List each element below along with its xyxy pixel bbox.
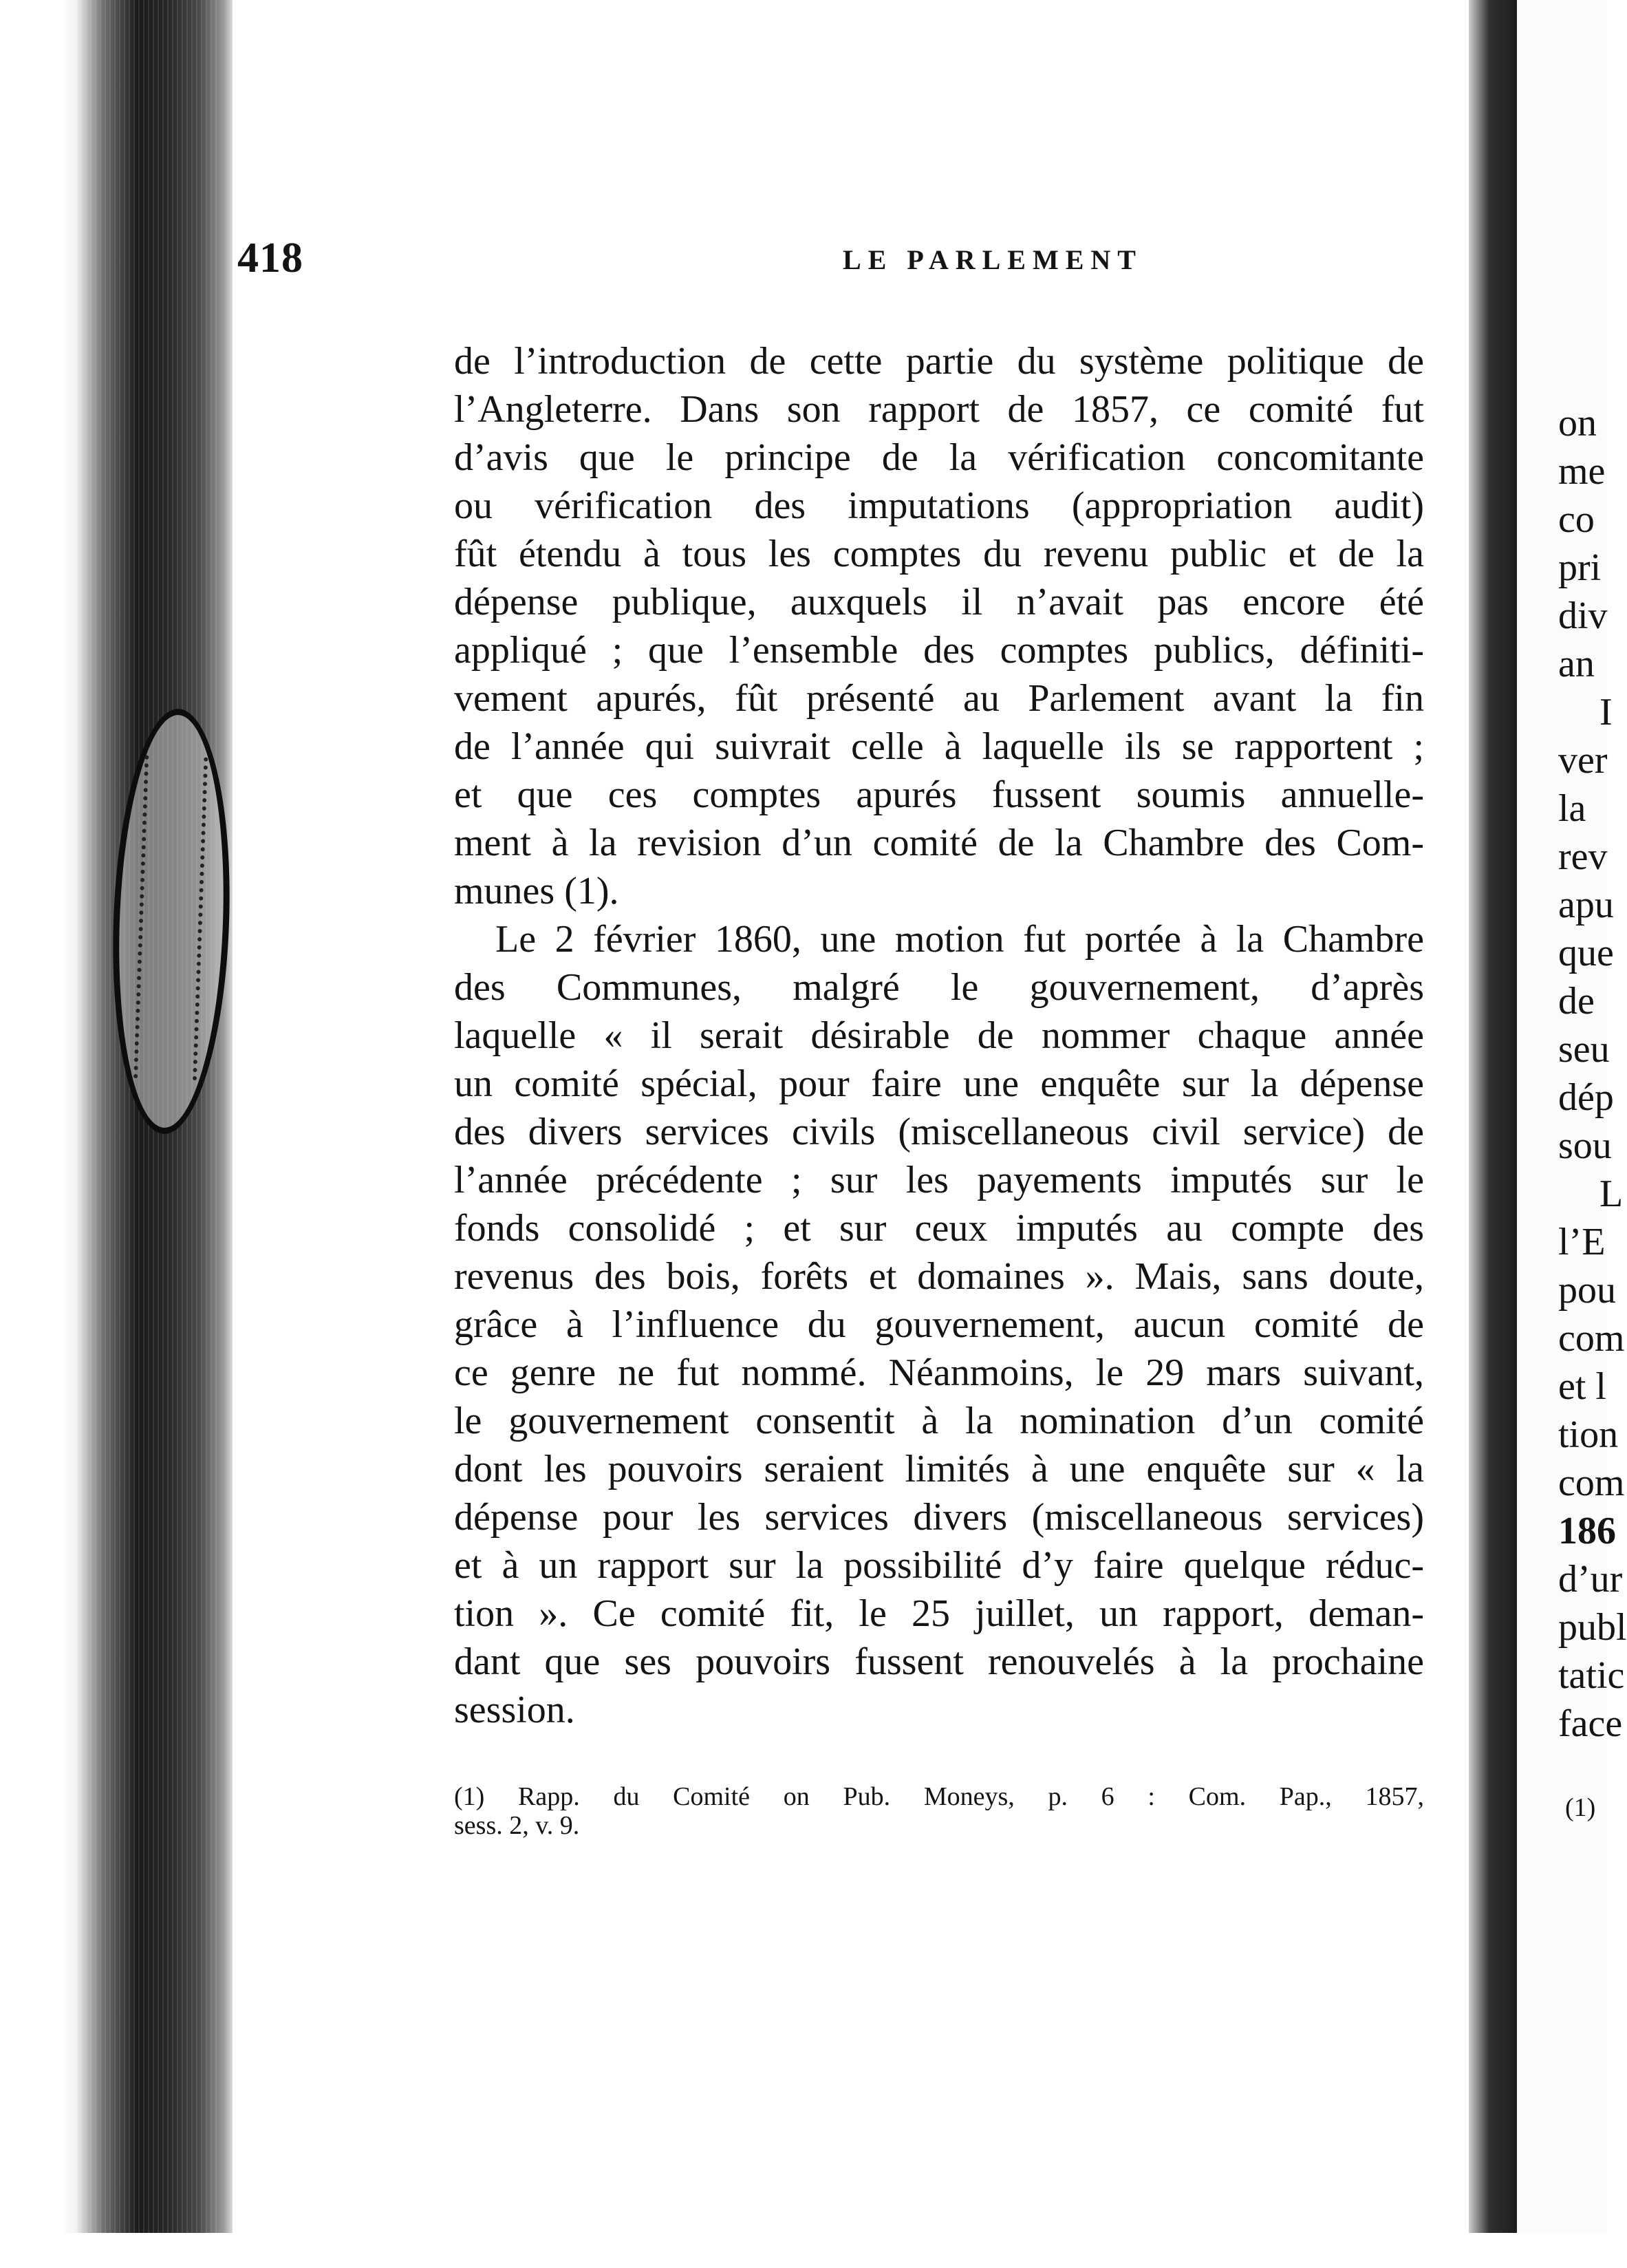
text-line: tion ». Ce comité fit, le 25 juillet, un rapport, deman- [454,1592,1424,1635]
facing-page-line: rev [1558,835,1608,878]
page-edge-stripes [76,0,220,2268]
facing-page-line: 186 [1558,1510,1616,1552]
text-line: munes (1). [454,870,619,912]
facing-page-line: et l [1558,1365,1606,1408]
facing-page-line: I [1599,691,1613,734]
text-line: et que ces comptes apurés fussent soumis annuelle- [454,773,1424,816]
text-line: appliqué ; que l’ensemble des comptes publics, définiti- [454,629,1424,672]
text-line: fonds consolidé ; et sur ceux imputés au compte des [454,1207,1424,1250]
text-line: grâce à l’influence du gouvernement, aucun comité de [454,1303,1424,1346]
text-line: ce genre ne fut nommé. Néanmoins, le 29 mars suivant, [454,1351,1424,1394]
text-line: de l’introduction de cette partie du système politique de [454,340,1424,383]
footnote-line: sess. 2, v. 9. [454,1811,580,1840]
facing-page-line: pri [1558,546,1602,589]
text-line: des divers services civils (miscellaneous civil service) de [454,1111,1424,1153]
facing-page-line: L [1599,1173,1624,1215]
facing-page-line: face [1558,1702,1623,1745]
text-line: ment à la revision d’un comité de la Chambre des Com- [454,822,1424,864]
page-header [237,234,1407,296]
facing-page [1517,0,1627,2268]
text-line: de l’année qui suivrait celle à laquelle ils se rapportent ; [454,725,1424,768]
text-line: dépense publique, auxquels il n’avait pas encore été [454,581,1424,623]
text-line: revenus des bois, forêts et domaines ». Mais, sans doute, [454,1255,1424,1298]
text-line: fût étendu à tous les comptes du revenu public et de la [454,533,1424,575]
text-line: Le 2 février 1860, une motion fut portée à la Chambre [495,918,1424,961]
facing-page-line: de [1558,980,1595,1023]
facing-page-line: div [1558,595,1608,637]
footnote-line: (1) Rapp. du Comité on Pub. Moneys, p. 6 : Com. Pap., 1857, [454,1782,1424,1811]
text-line: d’avis que le principe de la vérification concomitante [454,436,1424,479]
text-line: l’Angleterre. Dans son rapport de 1857, ce comité fut [454,388,1424,431]
facing-page-line: sou [1558,1124,1612,1167]
text-line: ou vérification des imputations (appropriation audit) [454,484,1424,527]
text-line: laquelle « il serait désirable de nommer chaque année [454,1014,1424,1057]
gutter-shadow [1469,0,1517,2268]
text-line: dont les pouvoirs seraient limités à une enquête sur « la [454,1448,1424,1490]
facing-page-line: tion [1558,1413,1619,1456]
text-line: un comité spécial, pour faire une enquête sur la dépense [454,1062,1424,1105]
facing-page-line: apu [1558,884,1614,926]
facing-page-line: an [1558,643,1595,685]
facing-page-line: seu [1558,1028,1610,1071]
scan-bottom-margin [0,2233,1607,2268]
running-head: LE PARLEMENT [843,244,1143,275]
facing-page-line: me [1558,450,1606,493]
facing-page-line: com [1558,1462,1625,1504]
text-line: dépense pour les services divers (miscellaneous services) [454,1496,1424,1539]
facing-page-line: la [1558,787,1586,830]
text-line: dant que ses pouvoirs fussent renouvelés à la prochaine [454,1640,1424,1683]
text-line: des Communes, malgré le gouvernement, d’après [454,966,1424,1009]
text-line: l’année précédente ; sur les payements imputés sur le [454,1159,1424,1201]
facing-page-line: l’E [1558,1221,1606,1263]
facing-page-line: tatic [1558,1654,1625,1697]
page-number: 418 [237,235,303,281]
facing-page-line: on [1558,402,1597,445]
facing-page-line: ver [1558,739,1608,782]
text-line: le gouvernement consentit à la nomination d’un comité [454,1400,1424,1442]
facing-page-line: que [1558,932,1614,974]
facing-page-line: dép [1558,1076,1614,1119]
text-line: et à un rapport sur la possibilité d’y faire quelque réduc- [454,1544,1424,1587]
text-line: vement apurés, fût présenté au Parlement avant la fin [454,677,1424,720]
facing-page-line: pou [1558,1269,1616,1312]
stamp-inner-ring [133,756,208,1081]
facing-page-line: d’ur [1558,1558,1623,1601]
facing-page-line: publ [1558,1606,1627,1649]
facing-page-footnote: (1) [1565,1793,1596,1822]
facing-page-line: co [1558,498,1595,541]
facing-page-line: com [1558,1317,1625,1360]
text-line: session. [454,1689,575,1731]
